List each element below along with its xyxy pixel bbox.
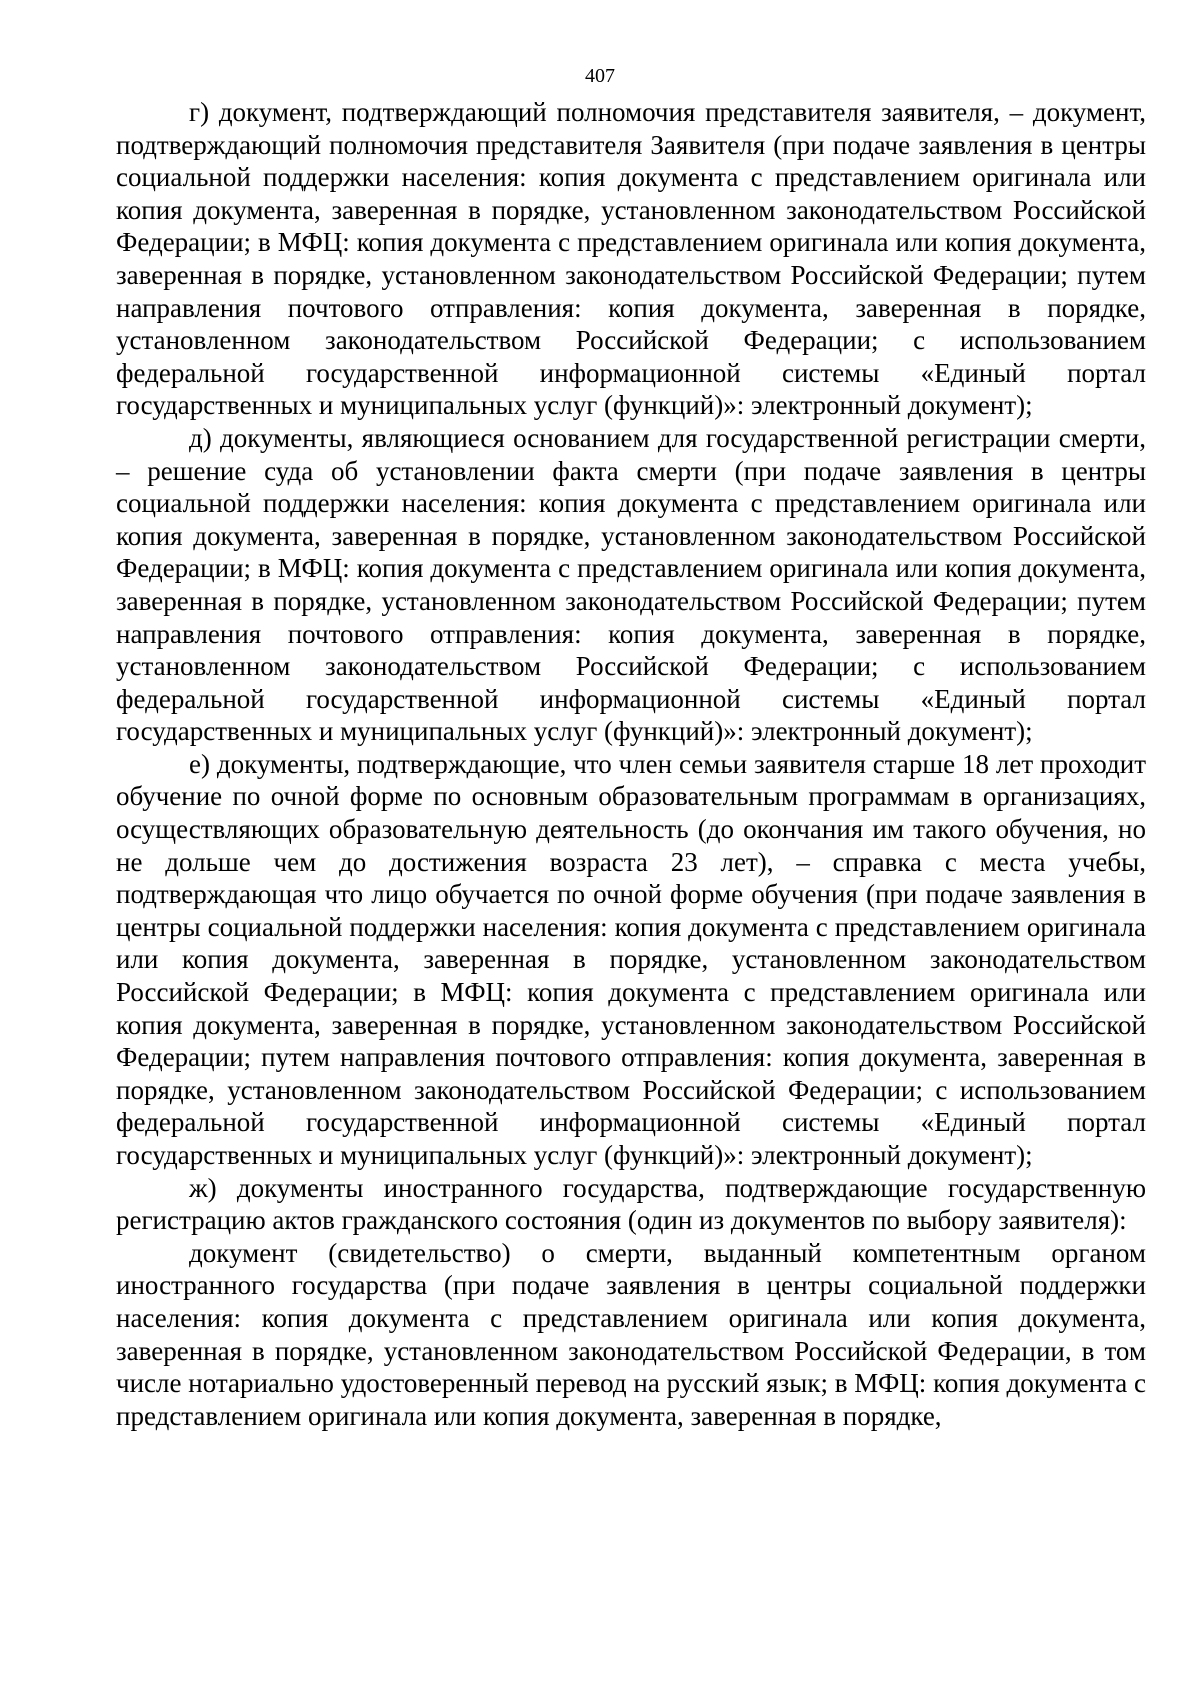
paragraph-g: г) документ, подтверждающий полномочия представителя заявителя, – документ, подтверждающий полномочия представителя Заявителя (при подаче заявления в центры социальной поддержки населения: копия документа с представлением оригинала или копия документа, заверенная в порядке, установленном законодательством Российской Федерации; в МФЦ: копия документа с представлением оригинала или копия документа, заверенная в порядке, установленном законодательством Российской Федерации; путем направления почтового отправления: копия документа, заверенная в порядке, установленном законодательством Российской Федерации; с использованием федеральной государственной информационной системы «Единый портал государственных и муниципальных услуг (функций)»: электронный документ);: [116, 97, 1146, 421]
paragraph-e: е) документы, подтверждающие, что член семьи заявителя старше 18 лет проходит обучение по очной форме по основным образовательным программам в организациях, осуществляющих образовательную деятельность (до окончания им такого обучения, но не дольше чем до достижения возраста 23 лет), – справка с места учебы, подтверждающая что лицо обучается по очной форме обучения (при подаче заявления в центры социальной поддержки населения: копия документа с представлением оригинала или копия документа, заверенная в порядке, установленном законодательством Российской Федерации; в МФЦ: копия документа с представлением оригинала или копия документа, заверенная в порядке, установленном законодательством Российской Федерации; путем направления почтового отправления: копия документа, заверенная в порядке, установленном законодательством Российской Федерации; с использованием федеральной государственной информационной системы «Единый портал государственных и муниципальных услуг (функций)»: электронный документ);: [116, 748, 1146, 1170]
paragraph-zh: ж) документы иностранного государства, подтверждающие государственную регистрацию актов гражданского состояния (один из документов по выбору заявителя):: [116, 1172, 1146, 1236]
paragraph-d: д) документы, являющиеся основанием для государственной регистрации смерти, – решение суда об установлении факта смерти (при подаче заявления в центры социальной поддержки населения: копия документа с представлением оригинала или копия документа, заверенная в порядке, установленном законодательством Российской Федерации; в МФЦ: копия документа с представлением оригинала или копия документа, заверенная в порядке, установленном законодательством Российской Федерации; путем направления почтового отправления: копия документа, заверенная в порядке, установленном законодательством Российской Федерации; с использованием федеральной государственной информационной системы «Единый портал государственных и муниципальных услуг (функций)»: электронный документ);: [116, 422, 1146, 747]
paragraph-death-certificate: документ (свидетельство) о смерти, выданный компетентным органом иностранного государства (при подаче заявления в центры социальной поддержки населения: копия документа с представлением оригинала или копия документа, заверенная в порядке, установленном законодательством Российской Федерации, в том числе нотариально удостоверенный перевод на русский язык; в МФЦ: копия документа с представлением оригинала или копия документа, заверенная в порядке,: [116, 1237, 1146, 1431]
document-body: [116, 96, 1146, 1432]
page-number: 407: [585, 65, 615, 87]
